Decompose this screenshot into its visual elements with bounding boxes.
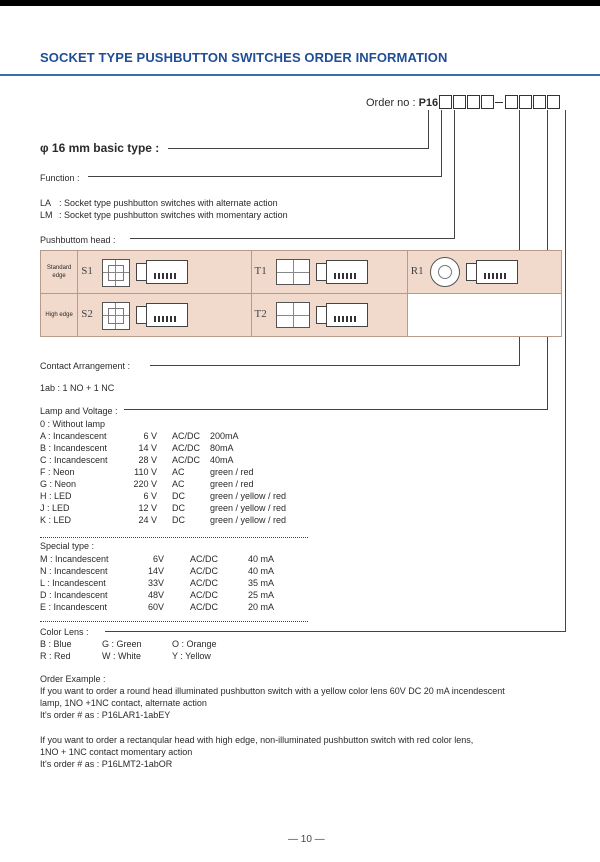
lamp-acdc: AC/DC (172, 455, 201, 465)
head-code: T2 (254, 308, 267, 320)
leader-contact-line (150, 365, 520, 366)
lamp-type: J : LED (40, 503, 70, 513)
lamp-type: K : LED (40, 515, 72, 525)
head-cell-s1 (78, 251, 250, 293)
leader-function2-vertical (441, 110, 442, 176)
title-rule (0, 74, 600, 76)
example-label: Order Example : (40, 674, 106, 684)
order-slot (505, 95, 518, 109)
function-label: Function : (40, 173, 80, 183)
head-cell-t2 (252, 294, 407, 336)
special-extra: 40 mA (248, 554, 275, 564)
lamp-v: 28 V (138, 455, 157, 465)
function-desc: : Socket type pushbutton switches with momentary action (59, 210, 288, 220)
order-no-prefix: P16 (418, 97, 439, 109)
lamp-extra: green / yellow / red (210, 491, 287, 501)
example-1-line-2: lamp, 1NO +1NC contact, alternate action (40, 698, 207, 708)
order-slot (467, 95, 480, 109)
lamp-none: 0 : Without lamp (40, 419, 106, 429)
special-type: M : Incandescent (40, 554, 109, 564)
leader-head-line (130, 238, 455, 239)
special-extra: 40 mA (248, 566, 275, 576)
lamp-type: A : Incandescent (40, 431, 107, 441)
head-label: Pushbuttom head : (40, 235, 116, 245)
lens-label: Color Lens : (40, 627, 89, 637)
special-v: 6V (152, 554, 164, 564)
function-item-lm (40, 209, 288, 221)
special-acdc: AC/DC (190, 578, 219, 588)
lamp-v: 24 V (138, 515, 157, 525)
lamp-type: H : LED (40, 491, 72, 501)
example-1-order: It's order # as : P16LAR1-1abEY (40, 710, 171, 720)
order-number-template (366, 95, 560, 109)
lamp-type: B : Incandescent (40, 443, 108, 453)
lamp-v: 220 V (133, 479, 157, 489)
switch-side-view-icon (316, 303, 376, 327)
lens-option: O : Orange (172, 639, 217, 649)
lamp-type: F : Neon (40, 467, 75, 477)
order-slot (453, 95, 466, 109)
special-type: D : Incandescent (40, 590, 108, 600)
lens-option: G : Green (102, 639, 142, 649)
special-v: 14V (147, 566, 164, 576)
lamp-type: G : Neon (40, 479, 77, 489)
lamp-v: 6 V (143, 431, 157, 441)
switch-side-view-icon (136, 260, 196, 284)
head-code: T1 (254, 265, 267, 277)
special-v: 33V (147, 578, 164, 588)
lens-option: W : White (102, 651, 142, 661)
special-acdc: AC/DC (190, 602, 219, 612)
lamp-extra: 40mA (210, 455, 234, 465)
function-code: LM (40, 210, 53, 220)
special-type: L : Incandescent (40, 578, 106, 588)
head-cell-r1 (408, 251, 561, 293)
row-tag-high: High edge (41, 294, 78, 337)
special-extra: 35 mA (248, 578, 275, 588)
special-extra: 25 mA (248, 590, 275, 600)
head-code: R1 (410, 265, 424, 277)
lamp-extra: green / yellow / red (210, 515, 287, 525)
function-desc: : Socket type pushbutton switches with alternate action (59, 198, 278, 208)
special-label: Special type : (40, 541, 95, 551)
lamp-label: Lamp and Voltage : (40, 406, 118, 416)
leader-function-vertical (428, 110, 429, 148)
head-cell-s2 (78, 294, 250, 336)
rectangular-head-icon (276, 259, 310, 285)
lamp-v: 12 V (138, 503, 157, 513)
lamp-extra: green / red (210, 479, 254, 489)
pushbutton-head-table (40, 250, 562, 337)
leader-lens-line (105, 631, 566, 632)
page-number: — 10 — (288, 834, 325, 845)
function-code: LA (40, 198, 52, 208)
special-type: N : Incandescent (40, 566, 108, 576)
example-2-line-2: 1NO + 1NC contact momentary action (40, 747, 193, 757)
order-dash (495, 102, 503, 103)
special-v: 60V (147, 602, 164, 612)
empty-cell (407, 294, 561, 337)
lamp-v: 110 V (134, 467, 157, 477)
lamp-type: C : Incandescent (40, 455, 108, 465)
special-acdc: AC/DC (190, 590, 219, 600)
head-cell-t1 (252, 251, 407, 293)
lamp-acdc: DC (172, 491, 185, 501)
order-slot (519, 95, 532, 109)
section-divider (40, 537, 308, 538)
function-item-la (40, 197, 278, 209)
order-slot (547, 95, 560, 109)
example-1-line-1: If you want to order a round head illuminated pushbutton switch with a yellow color lens 60V DC 20 mA incendescent (40, 686, 505, 696)
lamp-v: 6 V (143, 491, 157, 501)
lens-row-2 (40, 650, 211, 662)
special-extra: 20 mA (248, 602, 275, 612)
leader-head-vertical (454, 110, 455, 238)
leader-basic-line (168, 148, 429, 149)
special-acdc: AC/DC (190, 554, 219, 564)
square-head-icon (102, 302, 130, 330)
switch-side-view-icon (466, 260, 526, 284)
order-no-label: Order no : (366, 97, 416, 109)
leader-function-line (88, 176, 442, 177)
lens-option: Y : Yellow (172, 651, 211, 661)
lamp-acdc: AC (172, 479, 185, 489)
leader-lens-vertical (565, 110, 566, 632)
order-slot (439, 95, 452, 109)
lamp-acdc: DC (172, 515, 185, 525)
special-type: E : Incandescent (40, 602, 108, 612)
lamp-v: 14 V (138, 443, 157, 453)
order-slot (533, 95, 546, 109)
example-2-order: It's order # as : P16LMT2-1abOR (40, 759, 173, 769)
special-acdc: AC/DC (190, 566, 219, 576)
lamp-acdc: AC/DC (172, 431, 201, 441)
lamp-acdc: DC (172, 503, 185, 513)
special-v: 48V (147, 590, 164, 600)
page-title: SOCKET TYPE PUSHBUTTON SWITCHES ORDER INFORMATION (40, 50, 448, 65)
section-divider (40, 621, 308, 622)
lamp-extra: green / yellow / red (210, 503, 287, 513)
round-head-icon (430, 257, 460, 287)
switch-side-view-icon (136, 303, 196, 327)
order-slot (481, 95, 494, 109)
switch-side-view-icon (316, 260, 376, 284)
top-border (0, 0, 600, 6)
lens-row-1 (40, 638, 217, 650)
contact-label: Contact Arrangement : (40, 361, 131, 371)
lens-option: B : Blue (40, 639, 72, 649)
basic-type-heading: φ 16 mm basic type : (40, 141, 160, 155)
square-head-icon (102, 259, 130, 287)
lamp-extra: green / red (210, 467, 254, 477)
lamp-acdc: AC (172, 467, 185, 477)
example-2-line-1: If you want to order a rectanqular head with high edge, non-illuminated pushbutton switch with red color lens, (40, 735, 474, 745)
head-code: S1 (81, 265, 93, 277)
lamp-extra: 200mA (210, 431, 239, 441)
leader-lamp-line (124, 409, 548, 410)
lens-option: R : Red (40, 651, 71, 661)
row-tag-standard: Standard edge (41, 251, 78, 294)
lamp-acdc: AC/DC (172, 443, 201, 453)
lamp-extra: 80mA (210, 443, 234, 453)
rectangular-head-icon (276, 302, 310, 328)
head-code: S2 (81, 308, 93, 320)
contact-value: 1ab : 1 NO + 1 NC (40, 383, 115, 393)
